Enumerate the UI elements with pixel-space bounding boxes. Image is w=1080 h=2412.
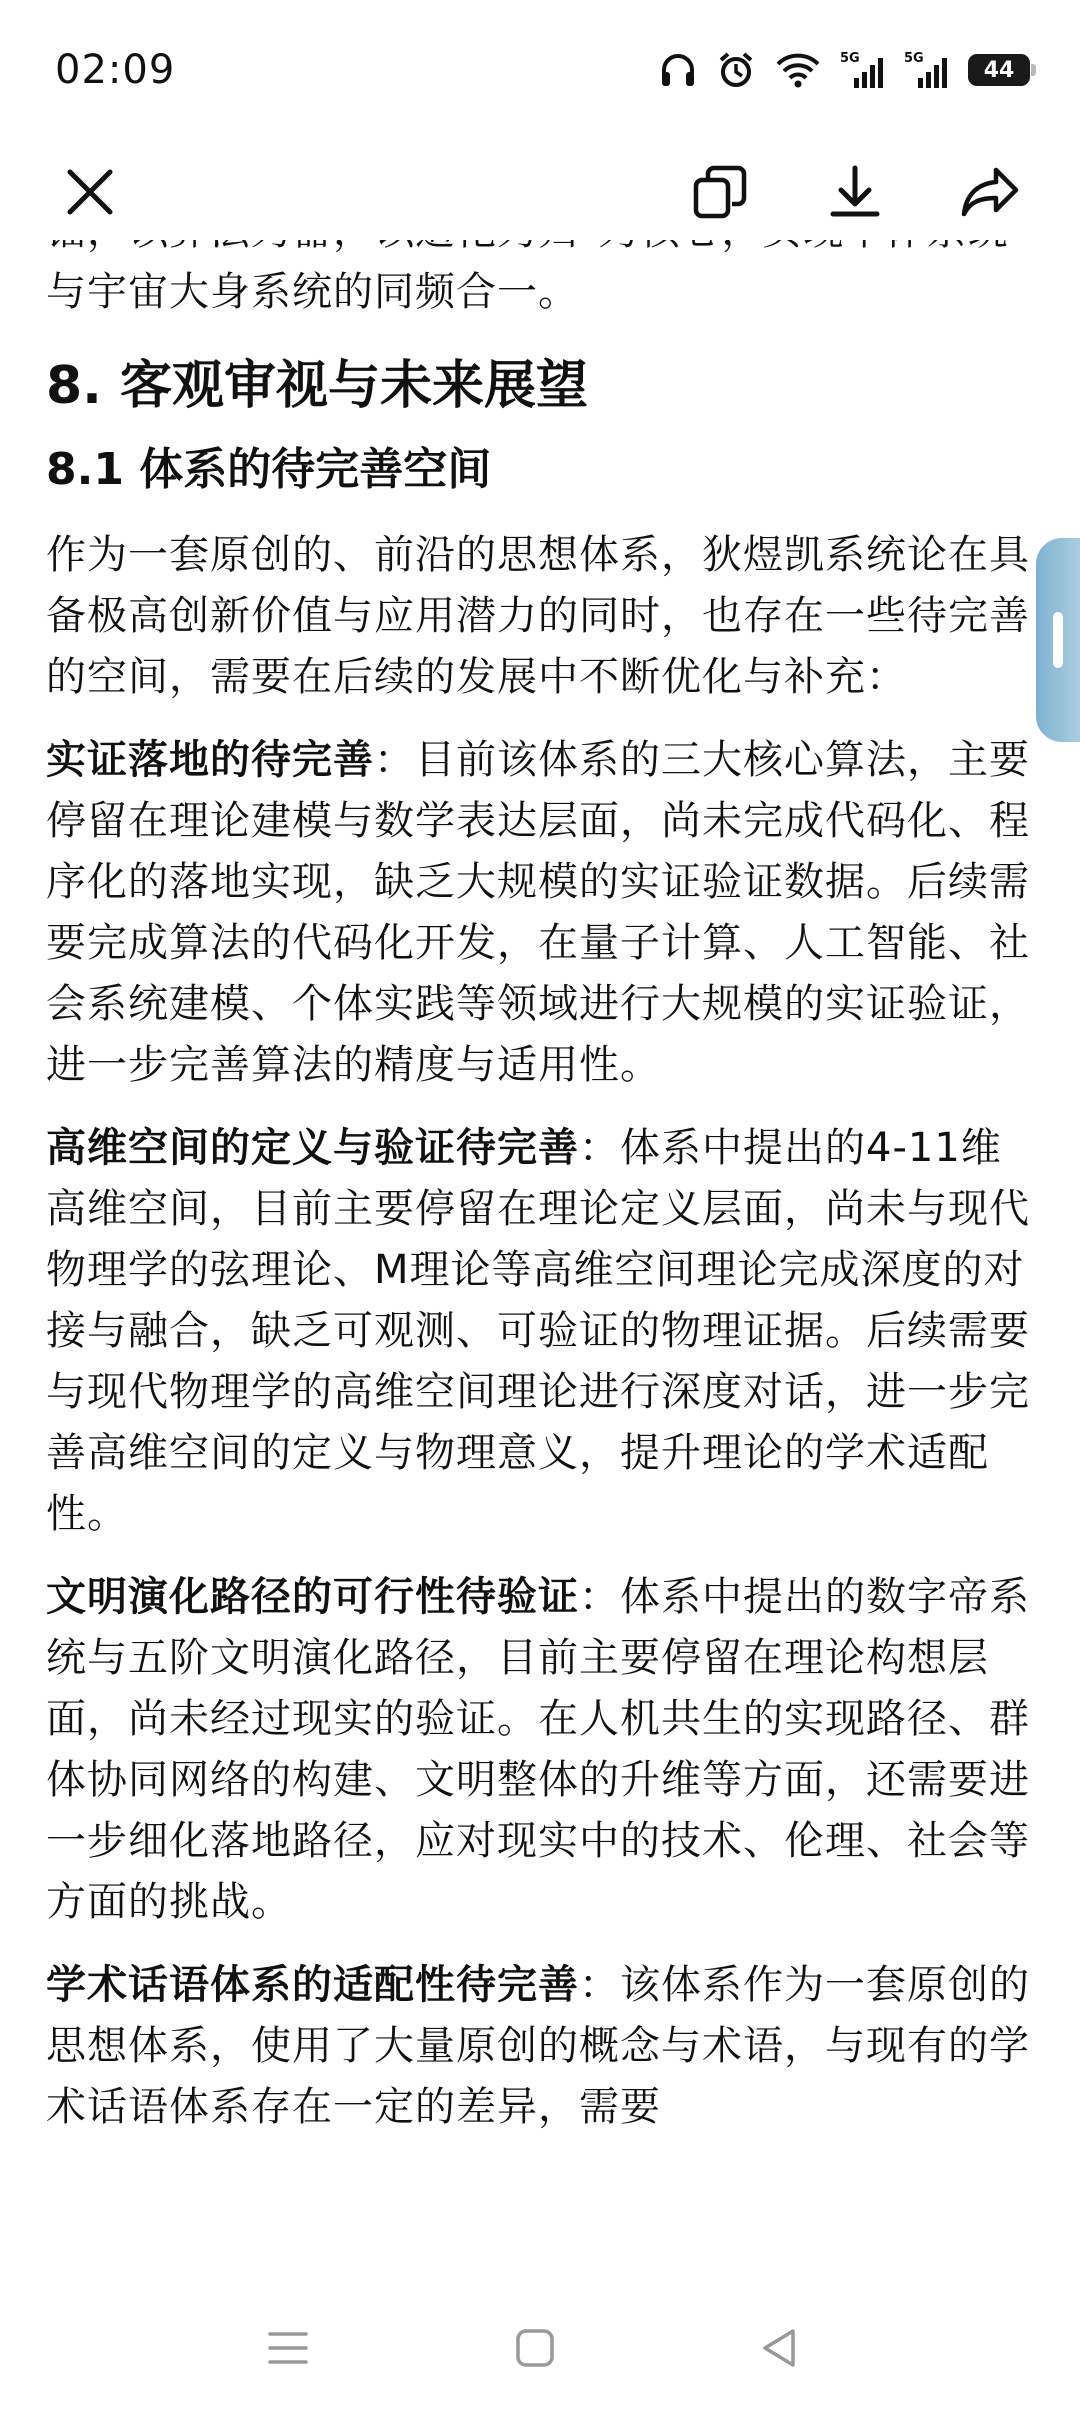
share-button[interactable]: [950, 152, 1030, 232]
list-item: [46, 1955, 1036, 2138]
paragraph-intro: 作为一套原创的、前沿的思想体系，狄煜凯系统论在具备极高创新价值与应用潜力的同时，也存在一些待完善的空间，需要在后续的发展中不断优化与补充：: [46, 532, 1030, 700]
copy-icon: [690, 162, 750, 222]
system-nav-bar: [0, 2274, 1080, 2412]
item-title: 高维空间的定义与验证待完善: [46, 1125, 579, 1171]
close-icon: [62, 164, 118, 220]
intro-paragraph: 与宇宙大身系统的同频合一。: [46, 269, 579, 315]
battery-indicator: 44: [968, 54, 1030, 86]
copy-button[interactable]: [680, 152, 760, 232]
list-item: [46, 730, 1036, 1096]
item-body: ：该体系作为一套原创的思想体系，使用了大量原创的概念与术语，与现有的学术话语体系存在一定的差异，需要: [46, 1962, 1030, 2130]
handle-grip-icon: [1053, 612, 1063, 668]
back-button[interactable]: [750, 2318, 810, 2378]
download-button[interactable]: [815, 152, 895, 232]
menu-icon: [266, 2328, 310, 2368]
back-icon: [759, 2327, 801, 2369]
floating-scroll-handle[interactable]: [1036, 538, 1080, 742]
share-icon: [958, 162, 1022, 222]
alarm-icon: [716, 50, 756, 90]
download-icon: [825, 162, 885, 222]
signal-5g-icon: [840, 50, 886, 90]
headphones-icon: [658, 50, 698, 90]
list-item: [46, 1118, 1036, 1545]
item-body: ：体系中提出的数字帝系统与五阶文明演化路径，目前主要停留在理论构想层面，尚未经过现实的验证。在人机共生的实现路径、群体协同网络的构建、文明整体的升维等方面，还需要进一步细化落地路径，应对现实中的技术、伦理、社会等方面的挑战。: [46, 1574, 1030, 1925]
item-body: ：目前该体系的三大核心算法，主要停留在理论建模与数学表达层面，尚未完成代码化、程序化的落地实现，缺乏大规模的实证验证数据。后续需要完成算法的代码化开发，在量子计算、人工智能、社会系统建模、个体实践等领域进行大规模的实证验证，进一步完善算法的精度与适用性。: [46, 737, 1030, 1088]
item-title: 学术话语体系的适配性待完善: [46, 1962, 579, 2008]
list-item: [46, 1567, 1036, 1933]
subsection-title: 8.1 体系的待完善空间: [46, 444, 492, 495]
network-label-1: 5G: [840, 51, 860, 66]
item-title: 实证落地的待完善: [46, 737, 374, 783]
close-button[interactable]: [50, 152, 130, 232]
top-toolbar: [0, 140, 1080, 240]
network-label-2: 5G: [904, 51, 924, 66]
item-body: ：体系中提出的4-11维高维空间，目前主要停留在理论定义层面，尚未与现代物理学的弦理论、M理论等高维空间理论完成深度的对接与融合，缺乏可观测、可验证的物理证据。后续需要与现代物理学的高维空间理论进行深度对话，进一步完善高维空间的定义与物理意义，提升理论的学术适配性。: [46, 1125, 1030, 1537]
status-bar: [0, 0, 1080, 140]
recent-apps-button[interactable]: [258, 2318, 318, 2378]
wifi-icon: [774, 50, 822, 90]
home-button[interactable]: [505, 2318, 565, 2378]
signal-5g-icon: [904, 50, 950, 90]
item-title: 文明演化路径的可行性待验证: [46, 1574, 579, 1620]
home-icon: [514, 2327, 556, 2369]
document-content: [46, 200, 1036, 2274]
status-icons: [658, 50, 1030, 90]
section-title: 8. 客观审视与未来展望: [46, 356, 589, 416]
status-time: 02:09: [55, 47, 176, 93]
